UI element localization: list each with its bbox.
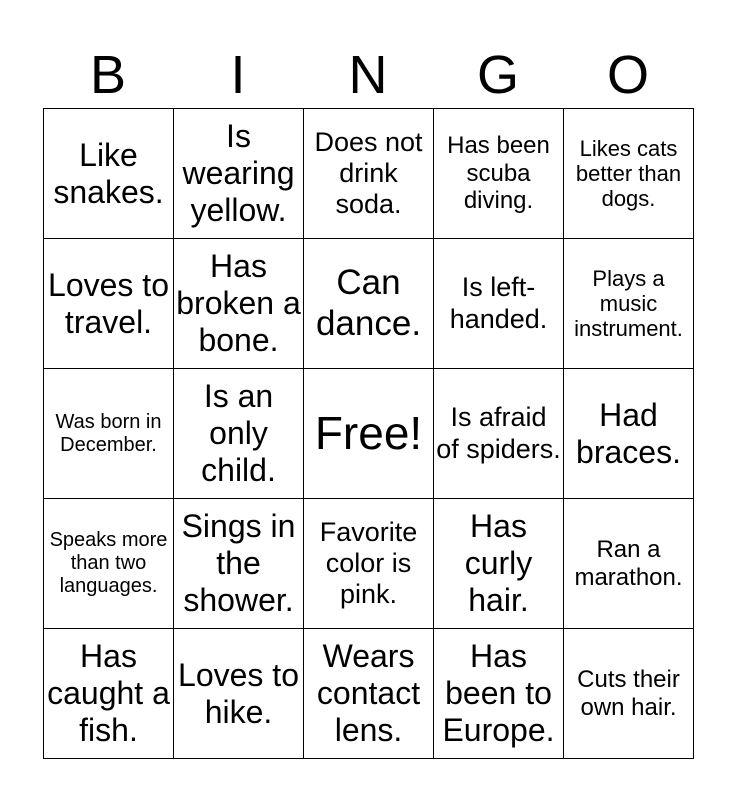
cell-text: Has broken a bone. (176, 248, 301, 358)
cell-text: Is left-handed. (449, 272, 548, 334)
bingo-cell[interactable] (434, 239, 564, 369)
bingo-cell[interactable] (564, 629, 694, 759)
cell-text: Favorite color is pink. (319, 516, 418, 610)
bingo-cell[interactable] (174, 629, 304, 759)
bingo-cell[interactable] (174, 239, 304, 369)
bingo-cell[interactable] (304, 629, 434, 759)
cell-text: Has curly hair. (464, 508, 533, 618)
cell-text: Had braces. (576, 396, 681, 470)
bingo-header (43, 42, 693, 108)
cell-text: Can dance. (315, 263, 422, 343)
bingo-cell[interactable] (304, 239, 434, 369)
bingo-cell[interactable] (44, 369, 174, 499)
cell-text: Does not drink soda. (314, 126, 423, 220)
bingo-cell[interactable] (174, 109, 304, 239)
bingo-cell[interactable] (434, 499, 564, 629)
header-letter-n: N (348, 45, 388, 105)
header-letter-o: O (606, 45, 649, 105)
cell-text: Has been to Europe. (442, 638, 555, 748)
bingo-cell[interactable] (304, 499, 434, 629)
cell-text: Sings in the shower. (181, 508, 296, 618)
bingo-cell[interactable] (44, 629, 174, 759)
bingo-cell[interactable] (564, 369, 694, 499)
header-letter-g: G (476, 45, 519, 105)
bingo-cell[interactable] (434, 369, 564, 499)
cell-text: Has been scuba diving. (447, 132, 550, 215)
cell-text: Was born in December. (55, 410, 162, 456)
bingo-cell[interactable] (44, 499, 174, 629)
header-letter-b: B (89, 45, 127, 105)
cell-text: Is an only child. (201, 378, 276, 488)
cell-text: Is afraid of spiders. (436, 402, 561, 464)
cell-text: Ran a marathon. (574, 535, 683, 591)
bingo-cell[interactable] (44, 109, 174, 239)
cell-text: Loves to travel. (48, 266, 169, 340)
cell-text: Wears contact lens. (316, 638, 421, 748)
bingo-cell[interactable] (564, 499, 694, 629)
bingo-cell[interactable] (564, 109, 694, 239)
cell-text: Speaks more than two languages. (49, 529, 168, 597)
bingo-cell[interactable] (434, 109, 564, 239)
bingo-cell[interactable] (174, 499, 304, 629)
header-letter-i: I (230, 45, 246, 105)
bingo-cell[interactable] (304, 109, 434, 239)
cell-text: Loves to hike. (178, 656, 299, 730)
cell-text: Plays a music instrument. (574, 265, 683, 342)
cell-text: Likes cats better than dogs. (575, 135, 682, 212)
bingo-cell[interactable] (564, 239, 694, 369)
cell-text: Is wearing yellow. (182, 118, 295, 228)
free-space-text: Free! (314, 407, 423, 460)
bingo-card-grid (43, 108, 694, 759)
free-space-cell[interactable] (304, 369, 434, 499)
bingo-cell[interactable] (174, 369, 304, 499)
bingo-cell[interactable] (44, 239, 174, 369)
bingo-cell[interactable] (434, 629, 564, 759)
cell-text: Has caught a fish. (47, 638, 170, 748)
cell-text: Like snakes. (53, 136, 164, 210)
cell-text: Cuts their own hair. (577, 665, 680, 721)
